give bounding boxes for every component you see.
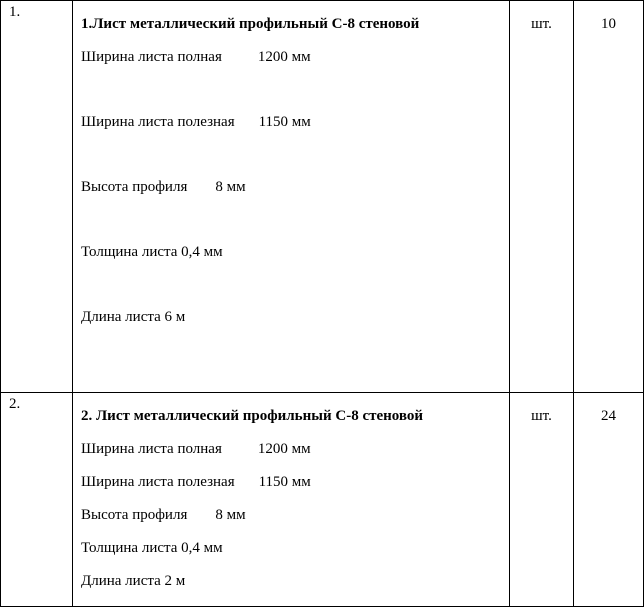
spec-line [81,507,509,524]
spec-label: Ширина листа полная [81,441,222,457]
table-row [1,393,644,607]
spec-label: Высота профиля [81,507,188,523]
spec-value: 1200 мм [257,441,311,457]
spec-value: 8 мм [215,179,246,195]
spec-line [81,114,509,131]
spec-label: Толщина листа 0,4 мм [81,540,223,556]
spec-line [81,441,509,458]
spec-value: 1150 мм [258,114,311,130]
unit-cell: шт. [510,393,574,607]
row-index: 2. [1,393,73,607]
item-title: 1.Лист металлический профильный С-8 стеновой [81,16,420,32]
row-index: 1. [1,1,73,393]
spec-line [81,573,509,590]
spec-line [81,540,509,557]
item-title: 2. Лист металлический профильный С-8 стеновой [81,408,424,424]
spec-label: Длина листа 2 м [81,573,186,589]
spec-line [81,179,509,196]
spec-line [81,309,509,326]
quantity-cell: 24 [574,393,644,607]
spec-label: Ширина листа полная [81,49,222,65]
spec-value: 8 мм [215,507,246,523]
unit-cell: шт. [510,1,574,393]
quantity-cell: 10 [574,1,644,393]
spec-line [81,244,509,261]
spec-value: 1150 мм [258,474,311,490]
item-description [73,393,510,607]
table-row [1,1,644,393]
spec-label: Длина листа 6 м [81,309,186,325]
spec-label: Ширина листа полезная [81,114,235,130]
spec-line [81,49,509,66]
spec-line [81,474,509,491]
item-description [73,1,510,393]
spec-label: Высота профиля [81,179,188,195]
spec-label: Толщина листа 0,4 мм [81,244,223,260]
spec-label: Ширина листа полезная [81,474,235,490]
spec-value: 1200 мм [257,49,311,65]
